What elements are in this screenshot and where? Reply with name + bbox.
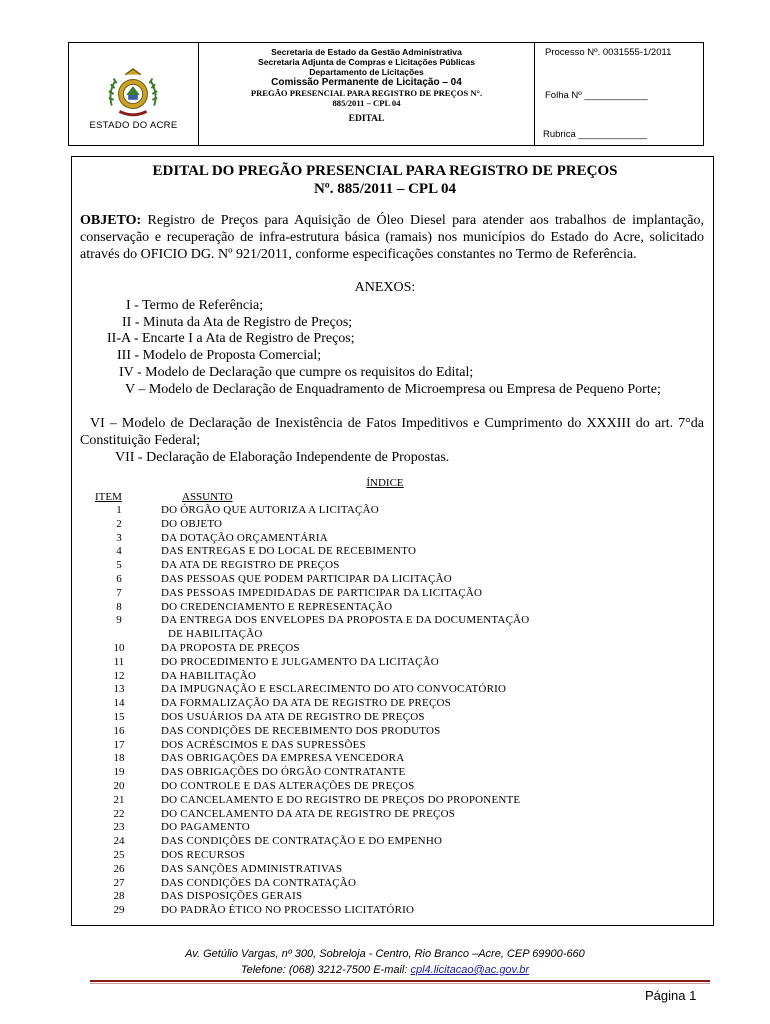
- footer-contact: [0, 964, 770, 976]
- col-item-header: ITEM: [95, 491, 122, 503]
- item-number: 20: [113, 780, 125, 792]
- item-number: 23: [113, 821, 125, 834]
- item-subject: DAS CONDIÇÕES DE CONTRATAÇÃO E DO EMPENHO: [161, 835, 443, 848]
- item-subject: DAS DISPOSIÇÕES GERAIS: [161, 890, 303, 903]
- item-number: 11: [113, 655, 125, 668]
- logo-cell: [69, 43, 199, 145]
- objeto-label: OBJETO:: [80, 213, 142, 228]
- item-subject: DA PROPOSTA DE PREÇOS: [161, 642, 300, 654]
- agency-line-6: 885/2011 – CPL 04: [332, 98, 401, 108]
- footer-phone: Telefone: (068) 3212-7500 E-mail:: [240, 964, 411, 976]
- item-subject: DO PAGAMENTO: [161, 821, 250, 834]
- estado-label: ESTADO DO ACRE: [89, 120, 178, 131]
- item-subject: DE HABILITAÇÃO: [168, 628, 263, 641]
- item-subject: DOS ACRÉSCIMOS E DAS SUPRESSÕES: [161, 738, 366, 751]
- footer-address: Av. Getúlio Vargas, nº 300, Sobreloja - Centro, Rio Branco –Acre, CEP 69900-660: [185, 948, 585, 960]
- anexo-item: VII - Declaração de Elaboração Independente de Propostas.: [115, 450, 450, 465]
- item-number: 19: [113, 766, 125, 779]
- item-subject: DAS CONDIÇÕES DA CONTRATAÇÃO: [161, 876, 357, 889]
- agency-line-2: Secretaria Adjunta de Compras e Licitações Públicas: [258, 57, 475, 67]
- header-agency-block: [199, 43, 535, 145]
- item-number: 17: [113, 738, 125, 751]
- agency-line-4: Comissão Permanente de Licitação – 04: [271, 77, 462, 88]
- agency-line-1: Secretaria de Estado da Gestão Administrativa: [271, 47, 462, 57]
- header-control-block: [535, 43, 703, 145]
- item-subject: DO CANCELAMENTO DA ATA DE REGISTRO DE PREÇOS: [161, 807, 456, 820]
- item-number: 10: [113, 642, 125, 654]
- item-subject: DA ATA DE REGISTRO DE PREÇOS: [161, 559, 340, 572]
- item-subject: DO OBJETO: [161, 517, 223, 530]
- item-number: 9: [116, 614, 122, 627]
- item-number: 6: [116, 573, 122, 585]
- item-number: 15: [113, 711, 125, 723]
- item-subject: DAS CONDIÇÕES DE RECEBIMENTO DOS PRODUTOS: [161, 724, 441, 737]
- document-number: Nº. 885/2011 – CPL 04: [313, 181, 457, 197]
- item-subject: DAS ENTREGAS E DO LOCAL DE RECEBIMENTO: [161, 545, 417, 558]
- document-header: [68, 42, 704, 146]
- page-number: Página 1: [645, 988, 697, 1003]
- anexo-item: IV - Modelo de Declaração que cumpre os requisitos do Edital;: [119, 365, 474, 380]
- item-subject: DA DOTAÇÃO ORÇAMENTÁRIA: [161, 531, 328, 544]
- item-number: 22: [113, 807, 125, 820]
- item-subject: DA ENTREGA DOS ENVELOPES DA PROPOSTA E DA DOCUMENTAÇÃO: [161, 614, 530, 627]
- folha-field: Folha Nº ____________: [545, 90, 648, 101]
- anexo-item: II-A - Encarte I a Ata de Registro de Preços;: [107, 331, 355, 346]
- item-number: 13: [113, 683, 125, 696]
- item-subject: DO ÓRGÃO QUE AUTORIZA A LICITAÇÃO: [161, 504, 379, 516]
- item-number: 4: [116, 545, 122, 558]
- item-subject: DO CANCELAMENTO E DO REGISTRO DE PREÇOS DO PROPONENTE: [161, 793, 521, 806]
- item-number: 25: [113, 849, 125, 861]
- item-number: 7: [116, 586, 122, 599]
- anexo-item: II - Minuta da Ata de Registro de Preços;: [122, 315, 353, 330]
- state-seal-icon: [104, 65, 162, 123]
- item-number: 14: [113, 697, 125, 710]
- item-subject: DAS PESSOAS IMPEDIDADAS DE PARTICIPAR DA LICITAÇÃO: [161, 586, 483, 599]
- item-subject: DO PADRÃO ÉTICO NO PROCESSO LICITATÓRIO: [161, 904, 415, 917]
- item-number: 1: [116, 504, 122, 516]
- email-link[interactable]: cpl4.licitacao@ac.gov.br: [410, 964, 530, 976]
- objeto-paragraph: [80, 212, 704, 263]
- item-number: 5: [116, 559, 122, 572]
- anexos-heading: ANEXOS:: [354, 280, 416, 295]
- item-subject: DOS RECURSOS: [161, 849, 246, 861]
- item-number: 26: [113, 862, 125, 875]
- item-number: 3: [116, 531, 122, 544]
- item-subject: DAS PESSOAS QUE PODEM PARTICIPAR DA LICITAÇÃO: [161, 573, 452, 585]
- agency-line-5: PREGÃO PRESENCIAL PARA REGISTRO DE PREÇOS N°.: [250, 88, 483, 98]
- item-number: 27: [113, 876, 125, 889]
- item-number: 24: [113, 835, 125, 848]
- anexo-item: V – Modelo de Declaração de Enquadramento de Microempresa ou Empresa de Pequeno Porte;: [125, 382, 661, 397]
- item-number: 29: [113, 904, 125, 917]
- indice-heading: ÍNDICE: [366, 477, 404, 489]
- anexo-item: VI – Modelo de Declaração de Inexistência de Fatos Impeditivos e Cumprimento do XXXIII do art. 7°da Constituição Federal;: [80, 416, 704, 448]
- item-number: 21: [113, 793, 125, 806]
- objeto-text: Registro de Preços para Aquisição de Óleo Diesel para atender aos trabalhos de implantação, conservação e recuperação de infra-estrutura básica (ramais) nos municípios do Estado do Acre, solicitado através do OFICIO DG. Nº 921/2011, conforme especificações constantes no Termo de Referência.: [80, 213, 704, 262]
- item-subject: DAS OBRIGAÇÕES DA EMPRESA VENCEDORA: [161, 752, 405, 765]
- item-subject: DAS OBRIGAÇÕES DO ÓRGÃO CONTRATANTE: [161, 766, 406, 779]
- item-number: 8: [116, 600, 122, 613]
- item-number: 28: [113, 890, 125, 903]
- item-subject: DOS USUÁRIOS DA ATA DE REGISTRO DE PREÇOS: [161, 711, 425, 723]
- item-subject: DA HABILITAÇÃO: [161, 669, 257, 682]
- item-subject: DA FORMALIZAÇÃO DA ATA DE REGISTRO DE PREÇOS: [161, 697, 451, 710]
- anexo-item: I - Termo de Referência;: [126, 298, 264, 313]
- item-subject: DO CREDENCIAMENTO E REPRESENTAÇÃO: [161, 600, 393, 613]
- item-subject: DO PROCEDIMENTO E JULGAMENTO DA LICITAÇÃO: [161, 655, 439, 668]
- processo-number: Processo Nº. 0031555-1/2011: [545, 47, 672, 58]
- item-number: 18: [113, 752, 125, 765]
- anexo-item: III - Modelo de Proposta Comercial;: [117, 348, 322, 363]
- footer-rule-shadow: [90, 983, 710, 984]
- col-assunto-header: ASSUNTO: [182, 491, 233, 503]
- item-number: 12: [113, 669, 125, 682]
- item-subject: DO CONTROLE E DAS ALTERAÇÕES DE PREÇOS: [161, 780, 415, 792]
- footer-rule: [90, 980, 710, 982]
- item-subject: DAS SANÇÕES ADMINISTRATIVAS: [161, 862, 343, 875]
- agency-line-3: Departamento de Licitações: [309, 67, 424, 77]
- document-title: EDITAL DO PREGÃO PRESENCIAL PARA REGISTRO DE PREÇOS: [152, 163, 618, 179]
- item-subject: DA IMPUGNAÇÃO E ESCLARECIMENTO DO ATO CONVOCATÓRIO: [161, 683, 507, 696]
- item-number: 16: [113, 724, 125, 737]
- rubrica-field: Rubrica _____________: [543, 129, 648, 140]
- item-number: 2: [116, 517, 122, 530]
- agency-line-7: EDITAL: [348, 114, 385, 124]
